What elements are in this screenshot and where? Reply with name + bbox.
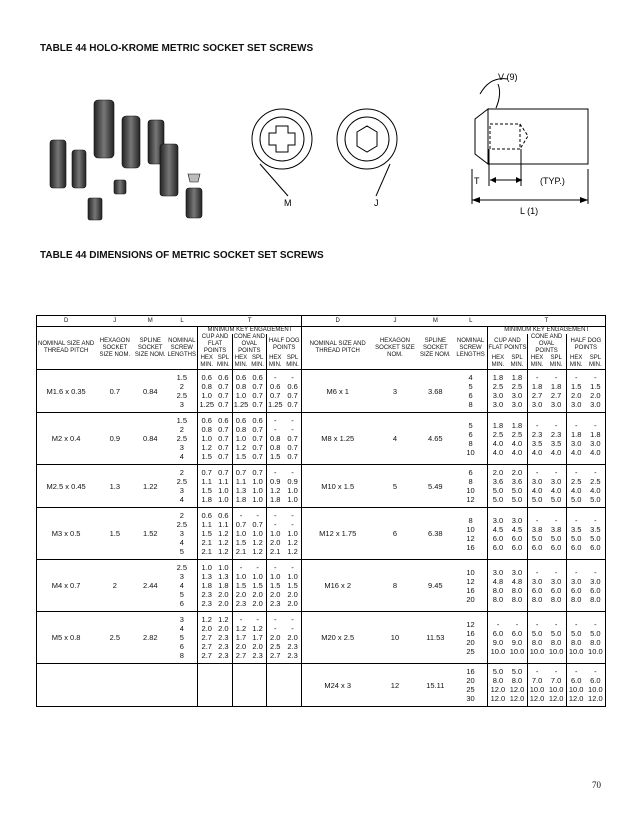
key-engagement-cell: - 0.7 1.0 1.2 1.2 [249, 508, 266, 560]
col-letter: T [488, 316, 606, 327]
key-engagement-cell: 2.0 3.6 5.0 5.0 [507, 465, 527, 508]
key-engagement-cell: 0.6 0.7 0.7 0.7 0.7 [249, 413, 266, 465]
spline-socket-header: SPLINE SOCKET SIZE NOM. [419, 337, 451, 358]
key-engagement-cell: 1.2 2.0 2.3 2.3 2.3 [215, 612, 232, 664]
nominal-size-cell: M4 x 0.7 [37, 560, 96, 612]
col-letter: J [373, 316, 417, 327]
key-engagement-cell: - - 2.0 2.3 2.3 [284, 612, 302, 664]
spl-label: SPL [511, 355, 523, 361]
key-engagement-cell [284, 664, 302, 707]
nominal-size-cell [37, 664, 96, 707]
key-engagement-cell: - 3.0 6.0 8.0 [586, 560, 606, 612]
key-engagement-cell: - 1.0 1.5 2.0 2.0 [284, 560, 302, 612]
screw-lengths-cell: 1.5 2 2.5 3 [166, 370, 198, 413]
key-engagement-cell: - 3.0 6.0 8.0 [527, 560, 547, 612]
key-engagement-cell: 0.6 0.8 1.0 1.25 [232, 370, 249, 413]
hex-socket-cell: 0.9 [95, 413, 134, 465]
hex-socket-cell: 1.5 [95, 508, 134, 560]
key-engagement-cell: - 1.8 3.0 4.0 [586, 413, 606, 465]
spline-socket-cell: 9.45 [417, 560, 454, 612]
min-label: MIN. [232, 362, 249, 370]
key-engagement-cell: - 1.5 2.0 3.0 [566, 370, 586, 413]
key-engagement-cell: - 3.0 6.0 8.0 [547, 560, 567, 612]
set-screws-photo [38, 88, 238, 238]
nominal-size-cell: M24 x 3 [302, 664, 373, 707]
nominal-size-cell: M2.5 x 0.45 [37, 465, 96, 508]
nominal-size-cell: M2 x 0.4 [37, 413, 96, 465]
screw-lengths-header: NOMINAL SCREW LENGTHS [456, 337, 485, 358]
hex-socket-cell: 12 [373, 664, 417, 707]
screw-lengths-cell: 6 8 10 12 [454, 465, 488, 508]
col-letter: M [417, 316, 454, 327]
page-number: 70 [592, 780, 601, 790]
min-label: MIN. [549, 362, 563, 368]
key-engagement-cell [266, 664, 283, 707]
key-engagement-cell: 1.8 2.5 4.0 4.0 [488, 413, 508, 465]
key-engagement-cell: - 3.8 5.0 6.0 [547, 508, 567, 560]
screw-lengths-cell: 8 10 12 16 [454, 508, 488, 560]
key-engagement-cell: 0.6 0.8 1.0 1.2 1.5 [232, 413, 249, 465]
key-engagement-cell: 1.0 1.3 1.8 2.0 2.0 [215, 560, 232, 612]
screw-lengths-cell: 16 20 25 30 [454, 664, 488, 707]
j-label: J [374, 198, 379, 208]
spline-socket-cell: 0.84 [134, 413, 166, 465]
key-engagement-cell: - 6.0 9.0 10.0 [488, 612, 508, 664]
key-engagement-cell: - 3.0 4.0 5.0 [547, 465, 567, 508]
hex-socket-cell: 10 [373, 612, 417, 664]
key-engagement-cell: 0.7 1.1 1.3 1.8 [232, 465, 249, 508]
key-engagement-cell [215, 664, 232, 707]
key-engagement-cell: - 1.0 1.5 2.0 2.0 [249, 560, 266, 612]
screw-lengths-header: NOMINAL SCREW LENGTHS [167, 337, 196, 358]
min-key-header: MINIMUM KEY ENGAGEMENT [488, 327, 606, 335]
header-row-1 [37, 327, 606, 335]
key-engagement-cell: 1.8 2.5 3.0 3.0 [507, 370, 527, 413]
typ-label: (TYP.) [540, 176, 565, 186]
key-engagement-cell: 1.0 1.3 1.8 2.3 2.3 [198, 560, 215, 612]
nominal-size-header: NOMINAL SIZE AND THREAD PITCH [37, 327, 96, 370]
col-letter: D [37, 316, 96, 327]
key-engagement-cell: 0.6 0.7 0.7 0.7 [249, 370, 266, 413]
key-engagement-cell: 2.0 3.6 5.0 5.0 [488, 465, 508, 508]
min-label: MIN. [527, 362, 547, 370]
screw-lengths-cell: 2 2.5 3 4 5 [166, 508, 198, 560]
min-label: MIN. [586, 362, 606, 370]
set-screw-diagram [240, 64, 620, 219]
nominal-size-cell: M12 x 1.75 [302, 508, 373, 560]
hex-label: HEX [232, 355, 249, 362]
spline-socket-cell: 2.82 [134, 612, 166, 664]
screw-lengths-cell: 2 2.5 3 4 [166, 465, 198, 508]
letter-row [37, 316, 606, 327]
screw-lengths-cell: 4 5 6 8 [454, 370, 488, 413]
half-dog-header: HALF DOG POINTS [566, 334, 605, 355]
key-engagement-cell: - - 1.0 2.0 2.1 [266, 508, 283, 560]
key-engagement-cell: 0.6 0.7 0.7 0.7 [215, 370, 232, 413]
hex-socket-cell: 3 [373, 370, 417, 413]
key-engagement-cell: - 7.0 10.0 12.0 [527, 664, 547, 707]
nominal-size-cell: M3 x 0.5 [37, 508, 96, 560]
screw-lengths-cell: 10 12 16 20 [454, 560, 488, 612]
key-engagement-cell: - 7.0 10.0 12.0 [547, 664, 567, 707]
key-engagement-cell: - 2.3 3.5 4.0 [527, 413, 547, 465]
key-engagement-cell: - 1.2 1.7 2.0 2.7 [232, 612, 249, 664]
key-engagement-cell: - 5.0 8.0 10.0 [527, 612, 547, 664]
key-engagement-cell: - 3.0 4.0 5.0 [527, 465, 547, 508]
key-engagement-cell: - - 0.7 0.7 0.7 [284, 413, 302, 465]
key-engagement-cell: - - 0.8 0.8 1.5 [266, 413, 283, 465]
col-letter: D [302, 316, 373, 327]
spline-socket-cell [134, 664, 166, 707]
nominal-size-cell: M8 x 1.25 [302, 413, 373, 465]
key-engagement-cell: - - 1.0 1.2 1.2 [284, 508, 302, 560]
spline-socket-cell: 11.53 [417, 612, 454, 664]
hex-socket-cell: 6 [373, 508, 417, 560]
nominal-size-cell: M10 x 1.5 [302, 465, 373, 508]
screw-lengths-cell [166, 664, 198, 707]
spline-socket-cell: 4.65 [417, 413, 454, 465]
hex-label: HEX [488, 355, 508, 362]
cone-header: CONE AND OVAL POINTS [233, 334, 265, 354]
spl-label: SPL [217, 355, 230, 361]
spline-socket-cell: 2.44 [134, 560, 166, 612]
hex-socket-cell: 4 [373, 413, 417, 465]
nominal-size-cell: M16 x 2 [302, 560, 373, 612]
key-engagement-cell: 5.0 8.0 12.0 12.0 [507, 664, 527, 707]
hex-socket-header: HEXAGON SOCKET SIZE NOM. [99, 337, 131, 358]
v-label: V (9) [498, 72, 518, 82]
key-engagement-cell: - 1.2 1.7 2.0 2.3 [249, 612, 266, 664]
table-row [37, 413, 606, 465]
key-engagement-cell: - 0.9 1.2 1.8 [266, 465, 283, 508]
min-label: MIN. [510, 362, 524, 368]
key-engagement-cell: - 2.5 4.0 5.0 [586, 465, 606, 508]
hex-socket-cell: 5 [373, 465, 417, 508]
spline-socket-cell: 3.68 [417, 370, 454, 413]
key-engagement-cell: 0.6 0.7 0.7 0.7 0.7 [215, 413, 232, 465]
key-engagement-cell: 5.0 8.0 12.0 12.0 [488, 664, 508, 707]
key-engagement-cell: 3.0 4.5 6.0 6.0 [488, 508, 508, 560]
hex-label: HEX [266, 355, 283, 362]
min-label: MIN. [251, 362, 264, 368]
key-engagement-cell: - 6.0 10.0 12.0 [586, 664, 606, 707]
key-engagement-cell: - 5.0 8.0 10.0 [586, 612, 606, 664]
nominal-size-cell: M6 x 1 [302, 370, 373, 413]
key-engagement-cell: - 1.8 3.0 4.0 [566, 413, 586, 465]
col-letter: J [95, 316, 134, 327]
key-engagement-cell: - 2.3 3.5 4.0 [547, 413, 567, 465]
key-engagement-cell: - 1.8 2.7 3.0 [527, 370, 547, 413]
table-row [37, 508, 606, 560]
table-title: TABLE 44 DIMENSIONS OF METRIC SOCKET SET SCREWS [40, 250, 324, 261]
page-title: TABLE 44 HOLO-KROME METRIC SOCKET SET SCREWS [40, 43, 314, 54]
key-engagement-cell: - 1.8 2.7 3.0 [547, 370, 567, 413]
spl-label: SPL [251, 355, 264, 361]
screw-lengths-cell: 2.5 3 4 5 6 [166, 560, 198, 612]
hex-socket-cell: 1.3 [95, 465, 134, 508]
min-label: MIN. [198, 362, 215, 370]
min-label: MIN. [266, 362, 283, 370]
hex-label: HEX [198, 355, 215, 362]
min-label: MIN. [217, 362, 230, 368]
key-engagement-cell: - - 2.0 2.5 2.7 [266, 612, 283, 664]
min-label: MIN. [284, 362, 302, 370]
table-row [37, 370, 606, 413]
key-engagement-cell: - 3.5 5.0 6.0 [566, 508, 586, 560]
spl-label: SPL [586, 355, 606, 362]
cone-header: CONE AND OVAL POINTS [527, 334, 566, 355]
screw-lengths-cell: 3 4 5 6 8 [166, 612, 198, 664]
dimensions-table [36, 315, 606, 707]
key-engagement-cell: - 0.6 0.7 0.7 [284, 370, 302, 413]
spl-label: SPL [284, 355, 302, 362]
key-engagement-cell: 3.0 4.8 8.0 8.0 [507, 560, 527, 612]
key-engagement-cell: 0.6 0.8 1.0 1.25 [198, 370, 215, 413]
key-engagement-cell: 0.6 1.1 1.2 1.2 1.2 [215, 508, 232, 560]
key-engagement-cell: - 0.6 0.7 1.25 [266, 370, 283, 413]
screw-lengths-cell: 5 6 8 10 [454, 413, 488, 465]
min-key-header: MINIMUM KEY ENGAGEMENT [198, 327, 302, 335]
spline-socket-cell: 6.38 [417, 508, 454, 560]
key-engagement-cell: - 1.5 2.0 3.0 [586, 370, 606, 413]
col-letter: L [166, 316, 198, 327]
key-engagement-cell: - 6.0 10.0 12.0 [566, 664, 586, 707]
hex-socket-cell: 0.7 [95, 370, 134, 413]
table-row [37, 612, 606, 664]
key-engagement-cell: 0.6 0.8 1.0 1.2 1.5 [198, 413, 215, 465]
key-engagement-cell: 0.6 1.1 1.5 2.1 2.1 [198, 508, 215, 560]
key-engagement-cell: - 2.5 4.0 5.0 [566, 465, 586, 508]
key-engagement-cell: 3.0 4.5 6.0 6.0 [507, 508, 527, 560]
key-engagement-cell: - 1.0 1.5 2.0 2.3 [232, 560, 249, 612]
key-engagement-cell: - 3.5 5.0 6.0 [586, 508, 606, 560]
hex-socket-header: HEXAGON SOCKET SIZE NOM. [375, 337, 415, 358]
spline-socket-cell: 15.11 [417, 664, 454, 707]
nominal-size-cell: M1.6 x 0.35 [37, 370, 96, 413]
spline-socket-cell: 1.52 [134, 508, 166, 560]
key-engagement-cell: - 3.8 5.0 6.0 [527, 508, 547, 560]
spl-label: SPL [550, 355, 562, 361]
hex-socket-cell: 8 [373, 560, 417, 612]
key-engagement-cell: - 0.9 1.0 1.0 [284, 465, 302, 508]
key-engagement-cell: - 0.7 1.0 1.5 2.1 [232, 508, 249, 560]
nominal-size-cell: M20 x 2.5 [302, 612, 373, 664]
table-row [37, 560, 606, 612]
key-engagement-cell: 0.7 1.1 1.5 1.8 [198, 465, 215, 508]
spline-socket-cell: 5.49 [417, 465, 454, 508]
hex-socket-cell: 2 [95, 560, 134, 612]
table-row [37, 465, 606, 508]
key-engagement-cell: - 6.0 9.0 10.0 [507, 612, 527, 664]
nominal-size-cell: M5 x 0.8 [37, 612, 96, 664]
screw-lengths-cell: 12 16 20 25 [454, 612, 488, 664]
key-engagement-cell: - 5.0 8.0 10.0 [547, 612, 567, 664]
spline-socket-cell: 1.22 [134, 465, 166, 508]
col-letter: T [198, 316, 302, 327]
hex-socket-cell [95, 664, 134, 707]
cup-header: CUP AND FLAT POINTS [198, 334, 232, 355]
hex-label: HEX [566, 355, 586, 362]
min-label: MIN. [488, 362, 508, 370]
col-letter: M [134, 316, 166, 327]
key-engagement-cell: - 5.0 8.0 10.0 [566, 612, 586, 664]
cup-header: CUP AND FLAT POINTS [488, 334, 527, 355]
key-engagement-cell: 3.0 4.8 8.0 8.0 [488, 560, 508, 612]
key-engagement-cell [232, 664, 249, 707]
key-engagement-cell: 1.8 2.5 3.0 3.0 [488, 370, 508, 413]
l-label: L (1) [520, 206, 539, 216]
key-engagement-cell: - 1.0 1.5 2.0 2.3 [266, 560, 283, 612]
spline-socket-header: SPLINE SOCKET SIZE NOM. [134, 337, 166, 358]
spline-socket-cell: 0.84 [134, 370, 166, 413]
half-dog-header: HALF DOG POINTS [266, 334, 302, 355]
hex-socket-cell: 2.5 [95, 612, 134, 664]
min-label: MIN. [566, 362, 586, 370]
key-engagement-cell [198, 664, 215, 707]
t-label: T [474, 176, 480, 186]
nominal-size-header: NOMINAL SIZE AND THREAD PITCH [309, 341, 366, 354]
key-engagement-cell: 1.2 2.0 2.7 2.7 2.7 [198, 612, 215, 664]
key-engagement-cell [249, 664, 266, 707]
key-engagement-cell: - 3.0 6.0 8.0 [566, 560, 586, 612]
col-letter: L [454, 316, 488, 327]
screw-lengths-cell: 1.5 2 2.5 3 4 [166, 413, 198, 465]
hex-label: HEX [527, 355, 547, 362]
table-row [37, 664, 606, 707]
key-engagement-cell: 0.7 1.0 1.0 1.0 [249, 465, 266, 508]
m-label: M [284, 198, 292, 208]
key-engagement-cell: 1.8 2.5 4.0 4.0 [507, 413, 527, 465]
table-body [37, 370, 606, 707]
key-engagement-cell: 0.7 1.1 1.0 1.0 [215, 465, 232, 508]
